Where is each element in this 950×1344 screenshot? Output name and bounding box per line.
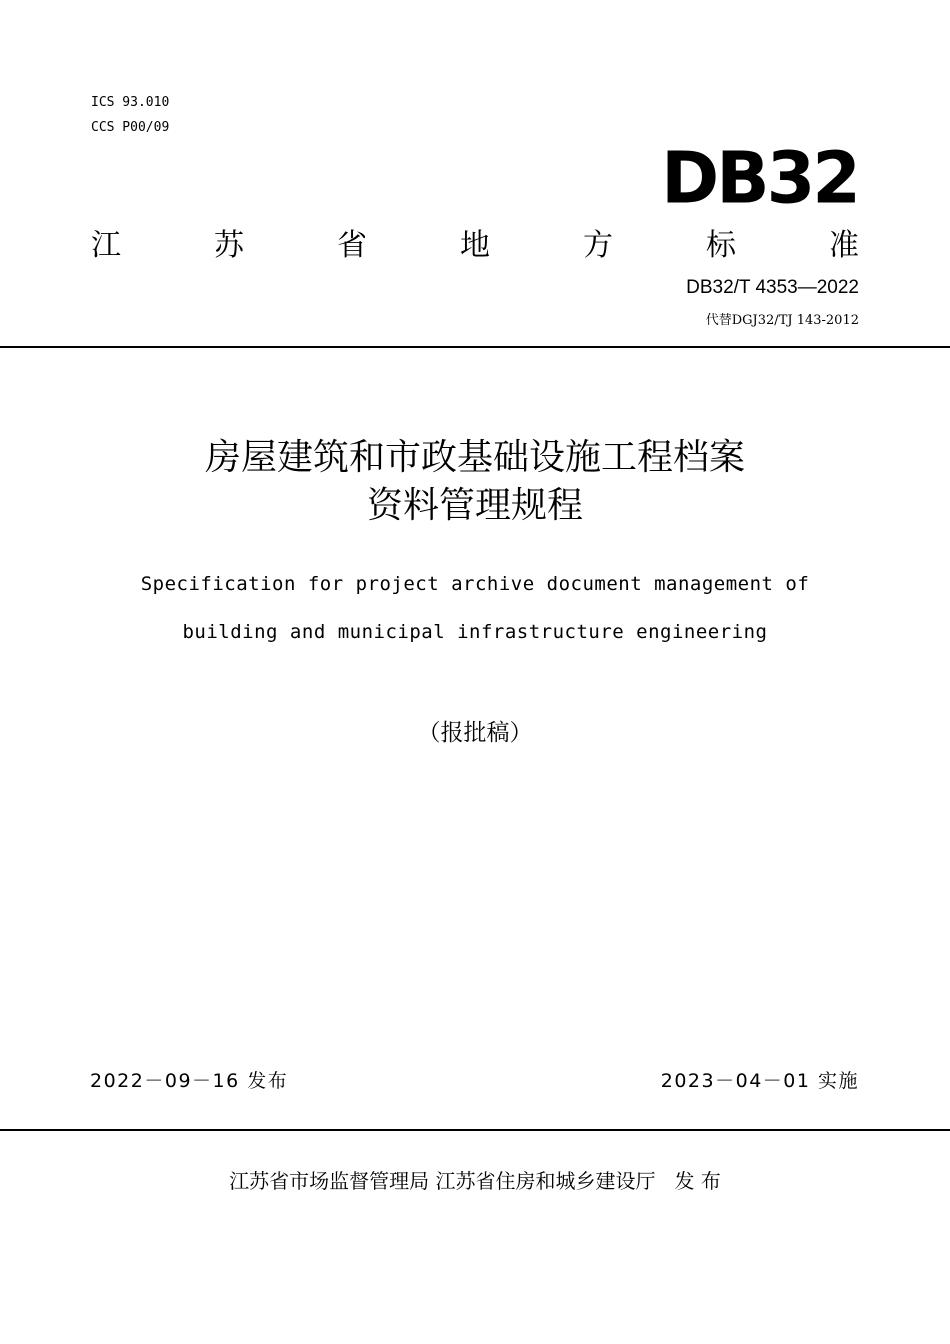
standard-level-char: 江 [91,228,121,263]
title-en-line2: building and municipal infrastructure engineering [182,621,768,643]
title-cn-line1: 房屋建筑和市政基础设施工程档案 [204,437,745,478]
standard-level-char: 地 [460,228,490,263]
standard-level-char: 标 [706,228,736,263]
standard-logo: DB32 [661,136,858,220]
ccs-code: CCS P00/09 [91,120,170,135]
standard-level-char: 苏 [214,228,244,263]
implementation-date: 2023－04－01 实施 [660,1070,859,1092]
issue-date: 2022－09－16 发布 [90,1070,289,1092]
top-divider [0,346,950,348]
replaces-standard: 代替DGJ32/TJ 143-2012 [705,313,859,328]
standard-level-char: 方 [583,228,613,263]
standard-level-char: 省 [337,228,367,263]
standard-level-char: 准 [829,228,859,263]
publishers: 江苏省市场监督管理局 江苏省住房和城乡建设厅 发 布 [229,1169,721,1193]
standard-number: DB32/T 4353—2022 [686,277,859,298]
title-cn-line2: 资料管理规程 [366,485,583,526]
draft-status: （报批稿） [417,720,533,746]
standard-level-heading [91,226,859,266]
title-en-line1: Specification for project archive document management of [140,573,810,595]
ics-code: ICS 93.010 [91,95,170,110]
bottom-divider [0,1129,950,1131]
